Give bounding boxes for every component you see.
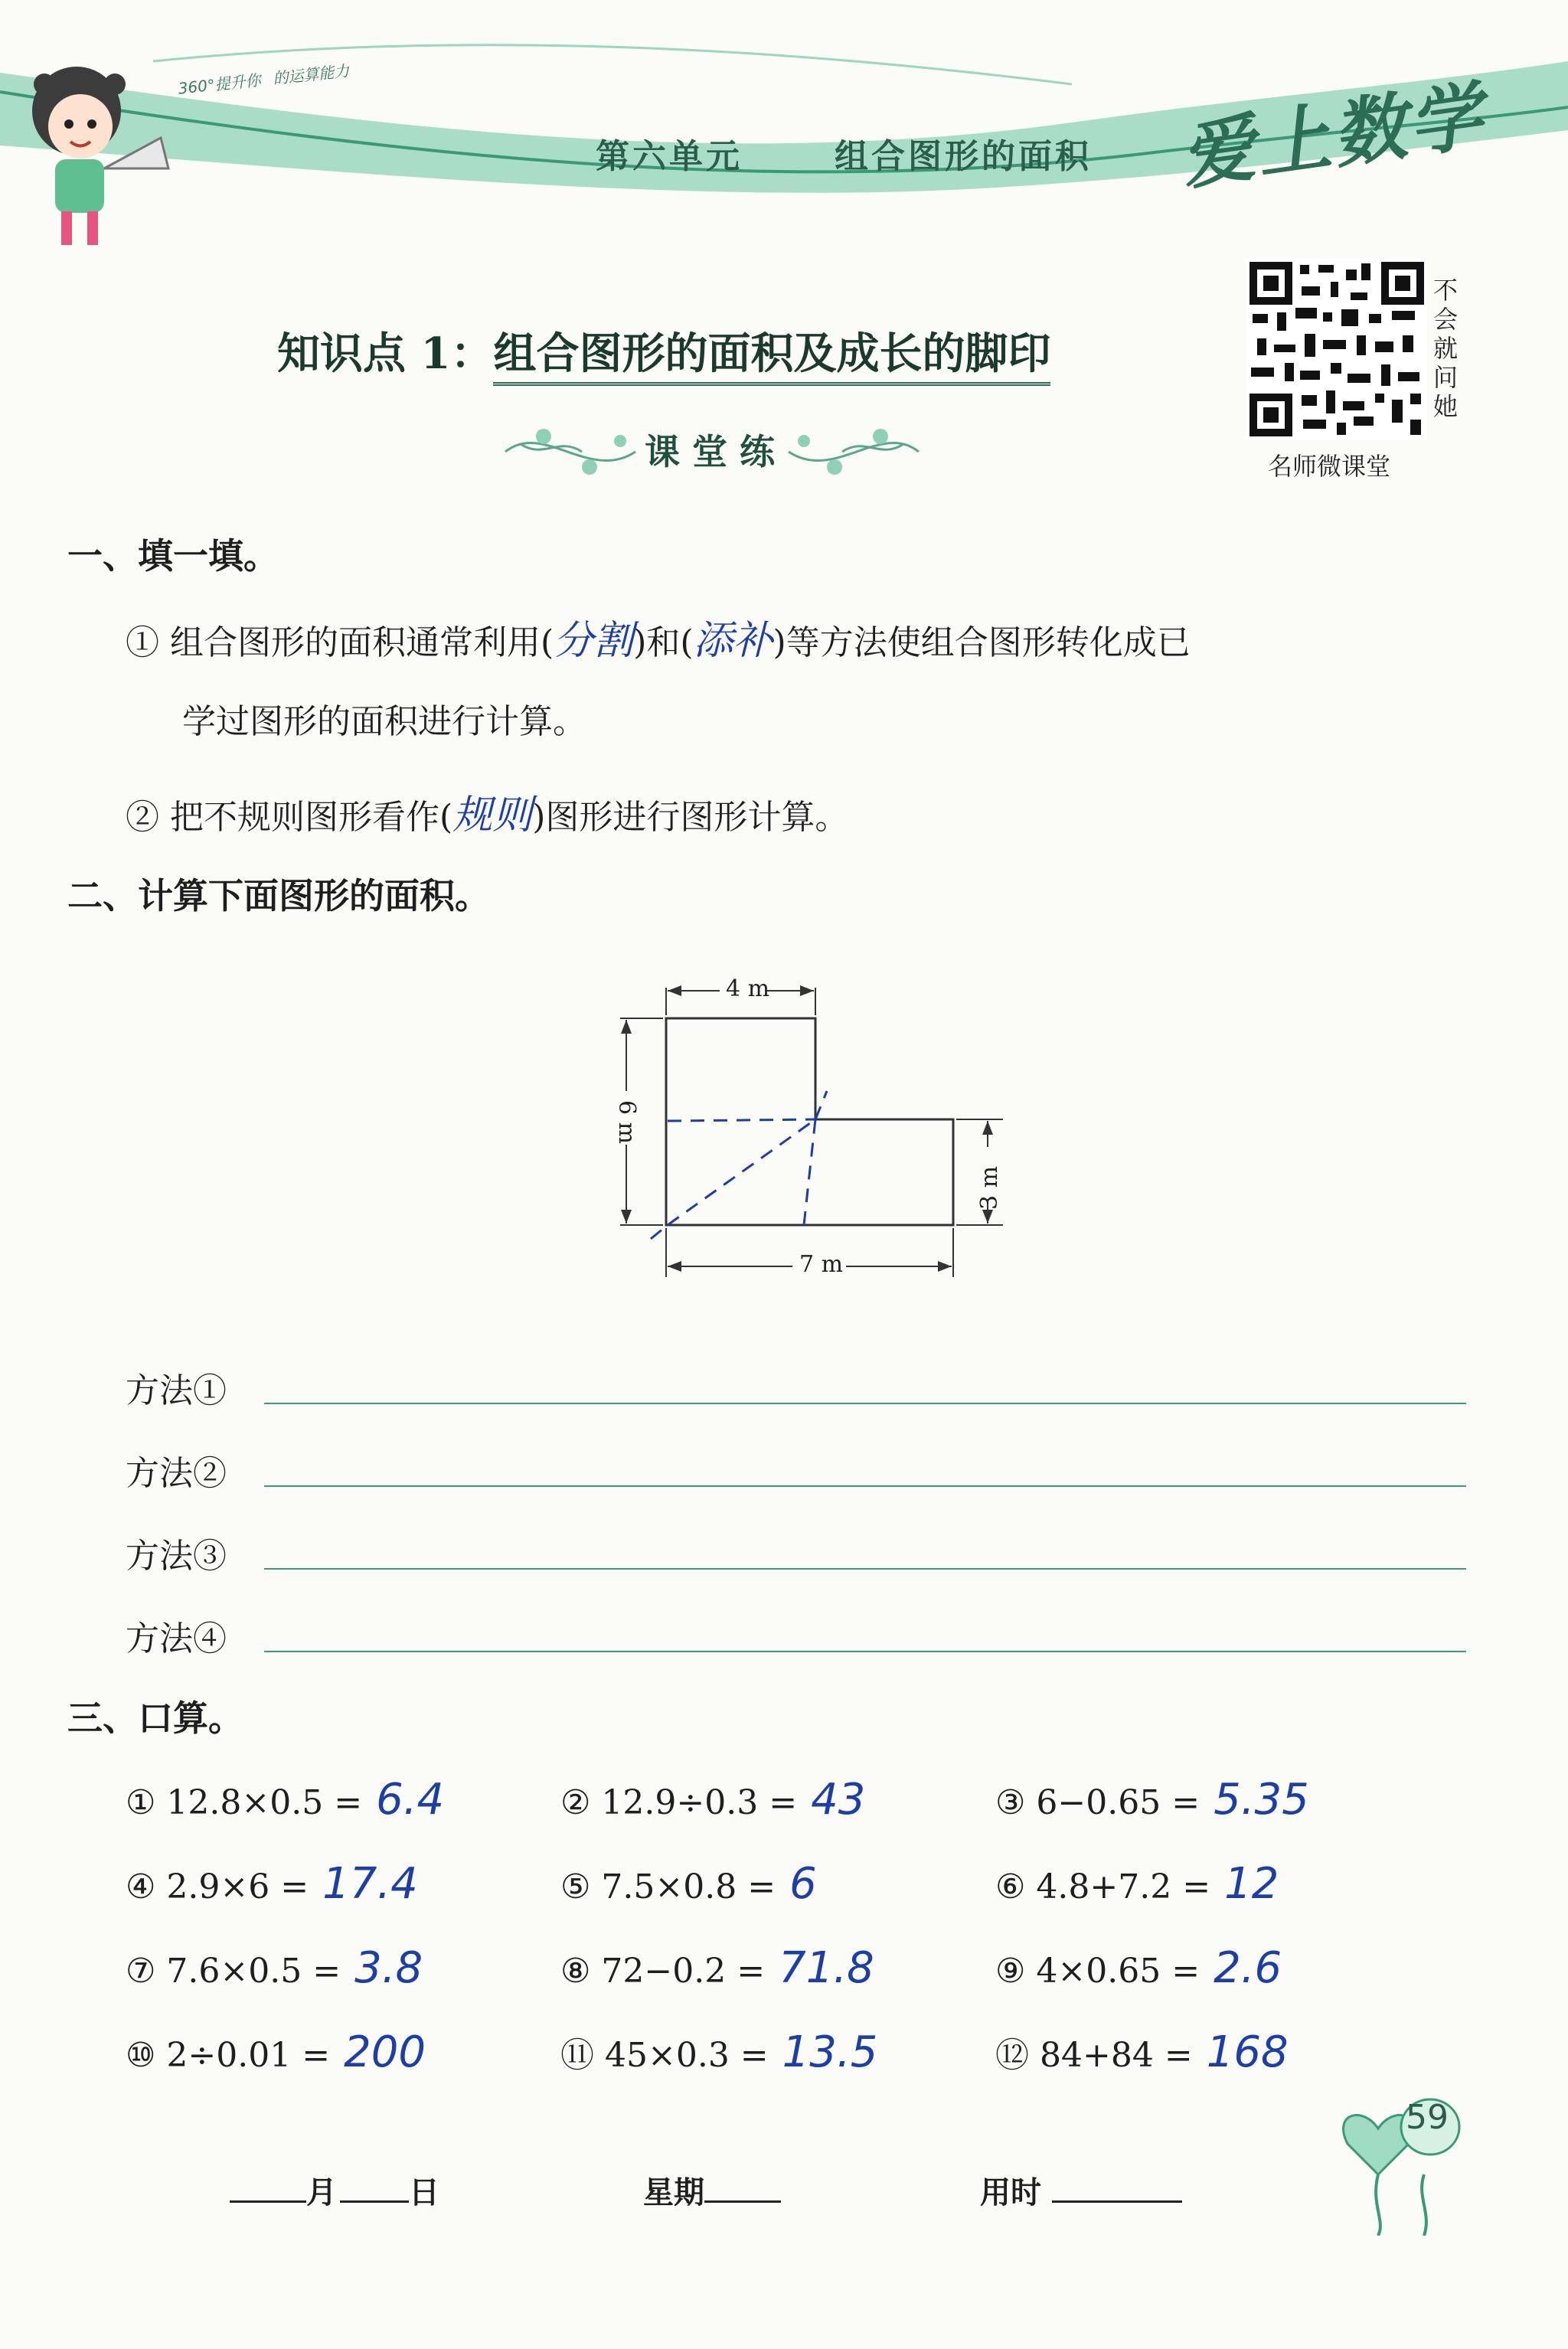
time-used-blank[interactable] xyxy=(1052,2200,1182,2203)
dim-bottom-label: 7 m xyxy=(799,1251,844,1278)
calc-item xyxy=(560,1943,874,1993)
question-2-text-b: )图形进行图形计算。 xyxy=(532,798,849,837)
method-1-label: 方法① xyxy=(126,1371,227,1410)
question-1-text-b: )和( xyxy=(633,623,694,662)
method-1-line[interactable] xyxy=(264,1403,1466,1404)
calc-question: ⑫ 84+84 = xyxy=(995,2036,1193,2075)
question-1-number: ① xyxy=(126,623,159,662)
method-3-label: 方法③ xyxy=(126,1537,227,1576)
page-number: 59 xyxy=(1406,2098,1449,2137)
qr-side-text: 不会就问她 xyxy=(1433,276,1459,421)
calc-question: ④ 2.9×6 = xyxy=(126,1867,309,1906)
month-blank[interactable] xyxy=(230,2200,306,2203)
month-label: 月 xyxy=(306,2175,337,2210)
calc-question: ⑤ 7.5×0.8 = xyxy=(560,1867,776,1906)
title-prefix: 知识点 1： xyxy=(277,328,494,379)
calc-answer[interactable]: 12 xyxy=(1224,1859,1279,1909)
calc-question: ⑩ 2÷0.01 = xyxy=(126,2036,331,2075)
calc-answer[interactable]: 13.5 xyxy=(782,2027,878,2077)
dim-left-label: 6 m xyxy=(613,1099,641,1145)
question-1-text-a: 组合图形的面积通常利用( xyxy=(170,623,554,662)
girl-mascot-icon xyxy=(8,54,191,253)
section-1-heading: 一、填一填。 xyxy=(67,535,279,577)
knowledge-point-title xyxy=(277,320,1050,381)
question-1-line-2: 学过图形的面积进行计算。 xyxy=(182,702,586,741)
answer-blank-3[interactable]: 规则 xyxy=(452,792,533,838)
calc-item xyxy=(126,1775,444,1825)
section-3-heading: 三、口算。 xyxy=(67,1697,243,1739)
dim-right-label: 3 m xyxy=(976,1165,1004,1210)
weekday-field xyxy=(643,2168,781,2212)
topic-label: 组合图形的面积 xyxy=(835,137,1092,176)
calc-question: ⑦ 7.6×0.5 = xyxy=(126,1952,341,1991)
calc-item xyxy=(126,1943,423,1993)
calc-item xyxy=(560,2027,877,2077)
slogan-line-2: 的运算能力 xyxy=(272,61,351,88)
calc-answer[interactable]: 6 xyxy=(789,1859,817,1909)
calc-answer[interactable]: 5.35 xyxy=(1214,1775,1309,1825)
method-2-label: 方法② xyxy=(126,1454,227,1493)
calc-question: ① 12.8×0.5 = xyxy=(126,1783,363,1822)
calc-item xyxy=(126,1859,418,1909)
section-2-heading: 二、计算下面图形的面积。 xyxy=(67,875,490,916)
answer-blank-1[interactable]: 分割 xyxy=(554,618,634,664)
calc-item xyxy=(995,1943,1282,1993)
calc-item xyxy=(560,1859,817,1909)
qr-code-icon xyxy=(1246,259,1427,439)
title-main: 组合图形的面积及成长的脚印 xyxy=(493,328,1050,386)
question-1-text-c: )等方法使组合图形转化成已 xyxy=(773,623,1191,662)
calc-question: ⑥ 4.8+7.2 = xyxy=(995,1867,1211,1906)
weekday-label: 星期 xyxy=(643,2175,704,2210)
calc-answer[interactable]: 71.8 xyxy=(779,1943,874,1993)
calc-answer[interactable]: 17.4 xyxy=(322,1859,418,1909)
weekday-blank[interactable] xyxy=(704,2200,781,2203)
calc-item xyxy=(995,1775,1309,1825)
method-3-line[interactable] xyxy=(264,1568,1466,1570)
calc-answer[interactable]: 43 xyxy=(811,1775,866,1825)
unit-label: 第六单元 xyxy=(596,137,743,176)
day-blank[interactable] xyxy=(340,2200,409,2203)
calc-answer[interactable]: 200 xyxy=(344,2027,426,2077)
qr-code[interactable] xyxy=(1246,259,1427,439)
heart-flower-icon xyxy=(1332,2083,1470,2236)
calc-item xyxy=(126,2027,426,2077)
question-2 xyxy=(126,782,848,840)
day-label: 日 xyxy=(409,2175,439,2210)
time-used-label: 用时 xyxy=(980,2175,1041,2210)
method-4-label: 方法④ xyxy=(126,1619,227,1658)
calc-question: ⑨ 4×0.65 = xyxy=(995,1952,1200,1991)
slogan-line-1: 360°提升你 xyxy=(177,70,262,98)
calc-answer[interactable]: 3.8 xyxy=(354,1943,423,1993)
brand-logo: 爱上数学 xyxy=(1175,72,1491,201)
calc-answer[interactable]: 168 xyxy=(1206,2027,1289,2077)
calc-question: ⑧ 72−0.2 = xyxy=(560,1952,766,1991)
method-4-line[interactable] xyxy=(264,1651,1466,1652)
dim-top-label: 4 m xyxy=(726,975,770,1002)
date-field xyxy=(230,2168,439,2212)
calc-item xyxy=(560,1775,865,1825)
calc-question: ② 12.9÷0.3 = xyxy=(560,1783,798,1822)
calc-question: ③ 6−0.65 = xyxy=(995,1783,1200,1822)
time-used-field xyxy=(980,2168,1182,2212)
question-1-line-1 xyxy=(126,608,1191,665)
calc-item xyxy=(995,1859,1279,1909)
answer-blank-2[interactable]: 添补 xyxy=(693,618,773,664)
calc-answer[interactable]: 2.6 xyxy=(1214,1943,1282,1993)
calc-answer[interactable]: 6.4 xyxy=(376,1775,445,1825)
method-2-line[interactable] xyxy=(264,1485,1466,1487)
classroom-practice-label: 课 堂 练 xyxy=(645,431,776,472)
question-2-text-a: 把不规则图形看作( xyxy=(170,798,453,837)
calc-question: ⑪ 45×0.3 = xyxy=(560,2036,769,2075)
question-2-number: ② xyxy=(126,798,159,837)
qr-caption: 名师微课堂 xyxy=(1268,452,1391,481)
calc-item xyxy=(995,2027,1289,2077)
